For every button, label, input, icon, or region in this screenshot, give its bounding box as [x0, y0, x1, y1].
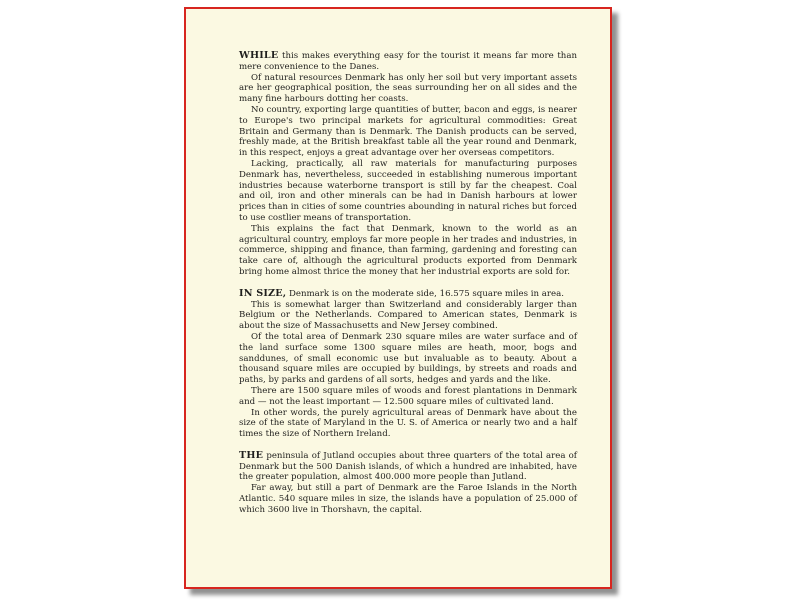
paragraph-industries: Lacking, practically, all raw materials for manufacturing purposes Denmark has, nevertheless, succeeded in establishing numerous important industries because waterborne transport is still by far the cheapest. Coal and oil, iron and other minerals can be had in Danish harbours at lower prices than in cities of some countries abounding in natural riches but forced to use costlier means of transportation.	[239, 158, 577, 223]
section-gap	[239, 440, 577, 451]
paragraph-employment: This explains the fact that Denmark, known to the world as an agricultural country, employs far more people in her trades and industries, in commerce, shipping and finance, than farming, gardening and foresting can take care of, although the agricultural products exported from Denmark bring home almost thrice the money that her industrial exports are sold for.	[239, 223, 578, 277]
paragraph-text: peninsula of Jutland occupies about three quarters of the total area of Denmark but the 500 Danish islands, of which a hundred are inhabited, have the greater population, almost 400.000 more people than Jutland.	[239, 450, 577, 483]
paragraph-woods: There are 1500 square miles of woods and forest plantations in Denmark and — not the least important — 12.500 square miles of cultivated land.	[239, 385, 577, 407]
paragraph-text: this makes everything easy for the tourist it means far more than mere convenience to the Danes.	[239, 51, 577, 72]
section-the-lead-paragraph	[239, 451, 577, 483]
section-in-size	[239, 289, 577, 440]
page-text	[239, 51, 577, 516]
paragraph-text: Denmark is on the moderate side, 16.575 square miles in area.	[286, 288, 564, 299]
section-while-lead-paragraph	[239, 51, 577, 73]
lead-word-in-size: IN SIZE,	[239, 287, 287, 299]
lead-word-the: THE	[239, 449, 264, 461]
scanned-page	[184, 7, 612, 589]
section-gap	[239, 278, 577, 289]
paragraph-other-words: In other words, the purely agricultural areas of Denmark have about the size of the state of Maryland in the U. S. of America or nearly two and a half times the size of Northern Ireland.	[239, 407, 577, 440]
section-in-size-lead-paragraph	[239, 289, 577, 300]
paragraph-total-area: Of the total area of Denmark 230 square miles are water surface and of the land surface some 1300 square miles are heath, moor, bogs and sanddunes, of small economic use but invaluable as to beauty. About a thousand square miles are occupied by buildings, by streets and roads and paths, by parks and gardens of all sorts, hedges and yards and the like.	[239, 331, 577, 386]
paragraph-markets: No country, exporting large quantities of butter, bacon and eggs, is nearer to Europe's two principal markets for agricultural commodities: Great Britain and Germany than is Denmark. The Danish products can be served, freshly made, at the British breakfast table all the year round and Denmark, in this respect, enjoys a great advantage over her overseas competitors.	[239, 104, 577, 159]
paragraph-comparison: This is somewhat larger than Switzerland and considerably larger than Belgium or the Netherlands. Compared to American states, Denmark is about the size of Massachusetts and New Jersey combined.	[239, 299, 577, 332]
section-while	[239, 51, 577, 278]
paragraph-faroe-islands: Far away, but still a part of Denmark are the Faroe Islands in the North Atlantic. 540 square miles in size, the islands have a population of 25.000 of which 3600 live in Thorshavn, the capital.	[239, 483, 577, 515]
lead-word-while: WHILE	[239, 50, 279, 61]
section-the	[239, 451, 577, 516]
paragraph-natural-resources: Of natural resources Denmark has only her soil but very important assets are her geographical position, the seas surrounding her on all sides and the many fine harbours dotting her coasts.	[239, 72, 577, 105]
